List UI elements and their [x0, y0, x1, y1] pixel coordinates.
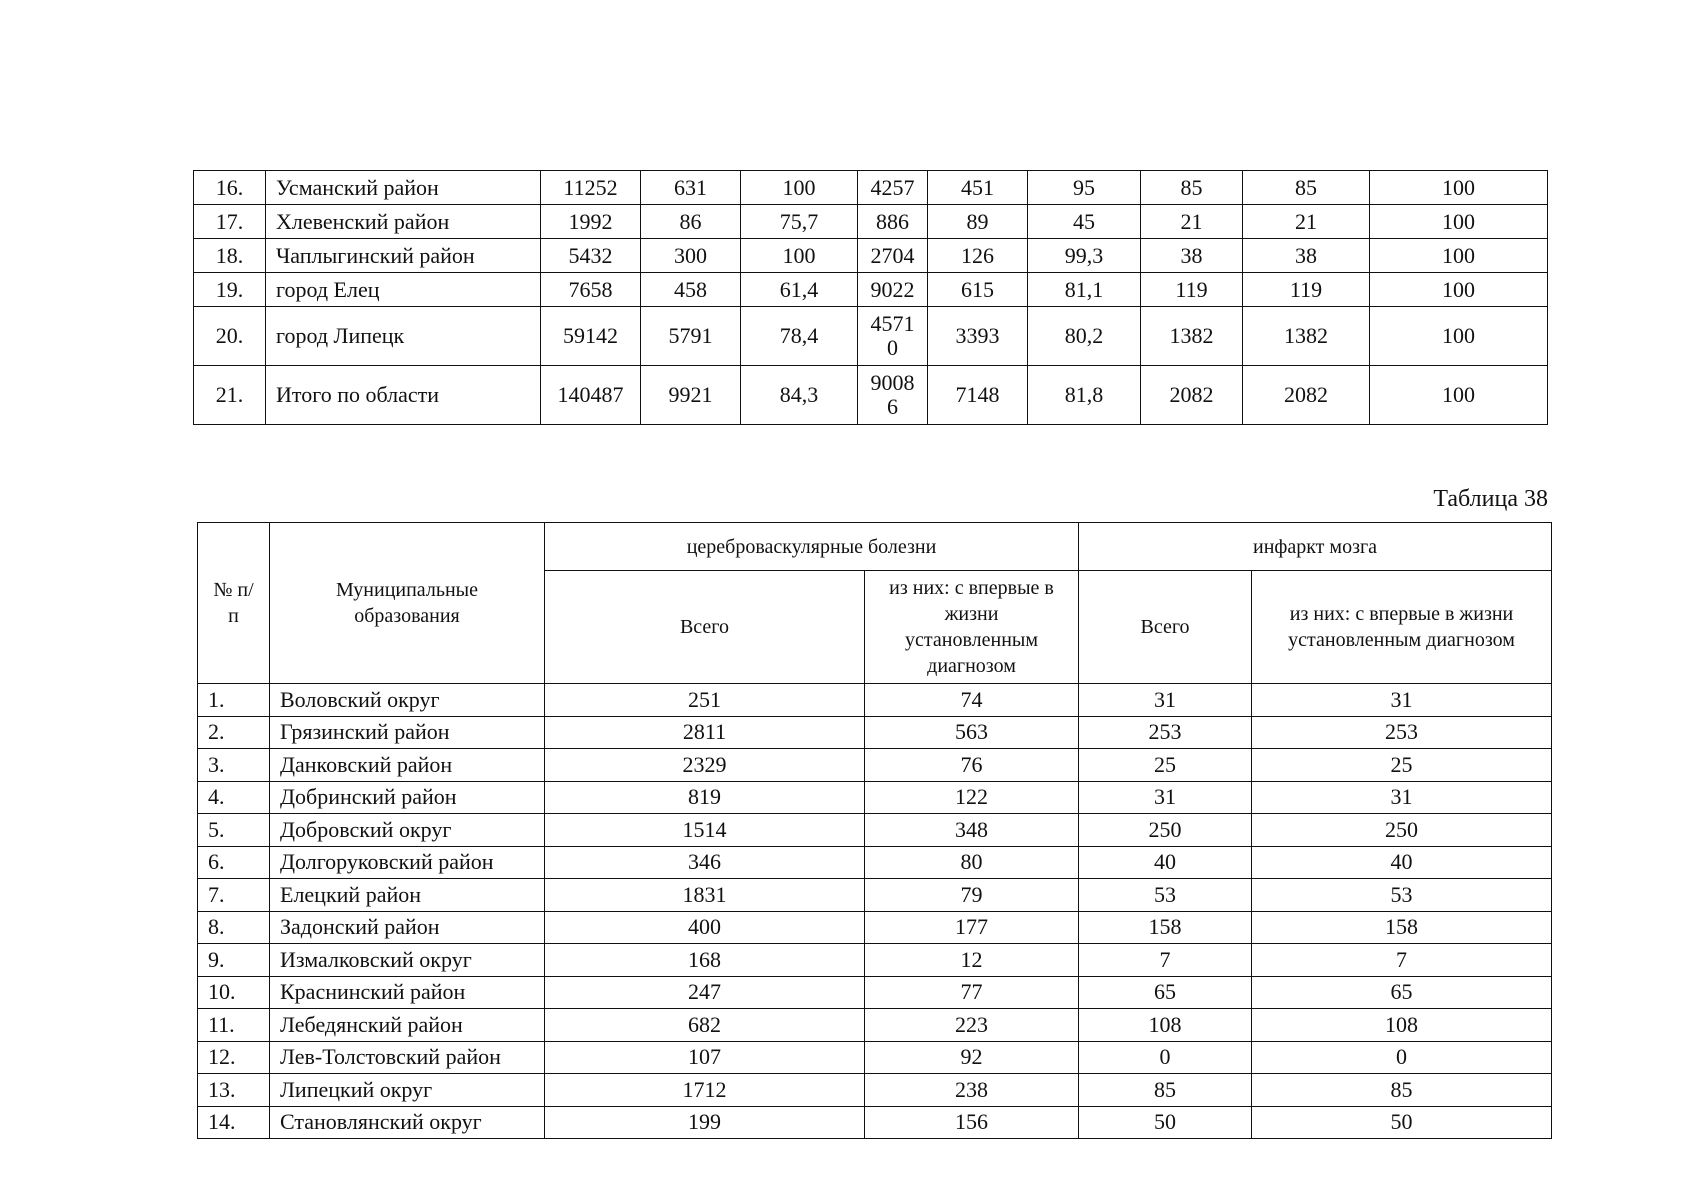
cell-c2: 9921: [641, 366, 741, 425]
cell-c4: [858, 366, 928, 425]
cell-c3: 61,4: [741, 273, 858, 307]
cell-a: 107: [545, 1041, 865, 1074]
cell-c4-line1: 4571: [870, 311, 915, 336]
cell-num: 2.: [198, 716, 270, 749]
cell-c1: 1992: [541, 205, 641, 239]
table-caption: Таблица 38: [1433, 486, 1548, 512]
header-group-cerebrovascular: цереброваскулярные болезни: [545, 523, 1079, 571]
cell-a: 251: [545, 684, 865, 717]
cell-c7: 1382: [1141, 307, 1243, 366]
cell-a: 247: [545, 976, 865, 1009]
cell-num: 18.: [194, 239, 266, 273]
table-continuation: [193, 170, 1548, 425]
cell-num: 19.: [194, 273, 266, 307]
cell-d: 65: [1252, 976, 1552, 1009]
cell-c8: 85: [1243, 171, 1370, 205]
cell-c2: 631: [641, 171, 741, 205]
cell-c3: 100: [741, 239, 858, 273]
cell-c8: 38: [1243, 239, 1370, 273]
cell-a: 1712: [545, 1074, 865, 1107]
cell-c: 40: [1079, 846, 1252, 879]
cell-c: 25: [1079, 749, 1252, 782]
cell-b: 238: [865, 1074, 1079, 1107]
cell-a: 1514: [545, 814, 865, 847]
cell-c8: 21: [1243, 205, 1370, 239]
table-row: [198, 944, 1552, 977]
cell-d: 253: [1252, 716, 1552, 749]
table-38: [197, 522, 1552, 1139]
cell-c5: 7148: [928, 366, 1028, 425]
cell-b: 80: [865, 846, 1079, 879]
cell-c7: 38: [1141, 239, 1243, 273]
cell-d: 250: [1252, 814, 1552, 847]
cell-num: 11.: [198, 1009, 270, 1042]
cell-name: Лев-Толстовский район: [270, 1041, 545, 1074]
cell-d: 158: [1252, 911, 1552, 944]
cell-a: 819: [545, 781, 865, 814]
header-municipal: Муниципальные образования: [270, 523, 545, 684]
cell-name: Грязинский район: [270, 716, 545, 749]
cell-c: 7: [1079, 944, 1252, 977]
table-row: [194, 273, 1548, 307]
cell-c1: 140487: [541, 366, 641, 425]
cell-b: 76: [865, 749, 1079, 782]
cell-c5: 3393: [928, 307, 1028, 366]
cell-a: 346: [545, 846, 865, 879]
cell-name: город Елец: [266, 273, 541, 307]
cell-c4: 4257: [858, 171, 928, 205]
cell-name: Измалковский округ: [270, 944, 545, 977]
cell-name: Чаплыгинский район: [266, 239, 541, 273]
cell-b: 74: [865, 684, 1079, 717]
cell-name: Становлянский округ: [270, 1106, 545, 1139]
cell-num: 13.: [198, 1074, 270, 1107]
header-first-1: из них: с впервые в жизни установленным диагнозом: [865, 571, 1079, 684]
cell-d: 85: [1252, 1074, 1552, 1107]
cell-name: Краснинский район: [270, 976, 545, 1009]
cell-a: 2329: [545, 749, 865, 782]
cell-name: Долгоруковский район: [270, 846, 545, 879]
cell-c7: 21: [1141, 205, 1243, 239]
table-row: [194, 239, 1548, 273]
table-row: [198, 1106, 1552, 1139]
cell-c9: 100: [1370, 205, 1548, 239]
cell-c4-line2: 0: [887, 335, 898, 360]
cell-c9: 100: [1370, 307, 1548, 366]
cell-num: 17.: [194, 205, 266, 239]
cell-c5: 89: [928, 205, 1028, 239]
cell-num: 14.: [198, 1106, 270, 1139]
cell-c8: 1382: [1243, 307, 1370, 366]
cell-name: Данковский район: [270, 749, 545, 782]
cell-b: 223: [865, 1009, 1079, 1042]
table-row: [198, 879, 1552, 912]
cell-d: 31: [1252, 684, 1552, 717]
header-total-1: Всего: [545, 571, 865, 684]
cell-a: 2811: [545, 716, 865, 749]
cell-c1: 7658: [541, 273, 641, 307]
cell-c3: 84,3: [741, 366, 858, 425]
table-row: [194, 366, 1548, 425]
cell-c6: 81,8: [1028, 366, 1141, 425]
header-first-2: из них: с впервые в жизни установленным диагнозом: [1252, 571, 1552, 684]
cell-c1: 11252: [541, 171, 641, 205]
cell-name: Итого по области: [266, 366, 541, 425]
table-row: [198, 911, 1552, 944]
cell-c9: 100: [1370, 171, 1548, 205]
cell-num: 5.: [198, 814, 270, 847]
cell-c5: 615: [928, 273, 1028, 307]
table-row: [198, 1074, 1552, 1107]
cell-c2: 458: [641, 273, 741, 307]
cell-c: 31: [1079, 781, 1252, 814]
table-row: [194, 171, 1548, 205]
header-total-2: Всего: [1079, 571, 1252, 684]
cell-c: 108: [1079, 1009, 1252, 1042]
header-group-infarction: инфаркт мозга: [1079, 523, 1552, 571]
cell-b: 79: [865, 879, 1079, 912]
cell-c4-line1: 9008: [870, 370, 915, 395]
cell-d: 53: [1252, 879, 1552, 912]
cell-num: 4.: [198, 781, 270, 814]
cell-c8: 2082: [1243, 366, 1370, 425]
cell-c4: [858, 307, 928, 366]
cell-d: 108: [1252, 1009, 1552, 1042]
cell-c7: 2082: [1141, 366, 1243, 425]
cell-name: город Липецк: [266, 307, 541, 366]
cell-b: 156: [865, 1106, 1079, 1139]
cell-d: 25: [1252, 749, 1552, 782]
table-row: [198, 781, 1552, 814]
table-row: [194, 307, 1548, 366]
cell-d: 50: [1252, 1106, 1552, 1139]
cell-name: Задонский район: [270, 911, 545, 944]
cell-name: Добровский округ: [270, 814, 545, 847]
cell-name: Воловский округ: [270, 684, 545, 717]
cell-c5: 451: [928, 171, 1028, 205]
cell-c6: 95: [1028, 171, 1141, 205]
table-row: [198, 846, 1552, 879]
cell-c: 65: [1079, 976, 1252, 1009]
cell-c2: 300: [641, 239, 741, 273]
cell-c: 253: [1079, 716, 1252, 749]
cell-a: 682: [545, 1009, 865, 1042]
cell-num: 8.: [198, 911, 270, 944]
cell-c6: 45: [1028, 205, 1141, 239]
table-row: [198, 1009, 1552, 1042]
cell-c6: 99,3: [1028, 239, 1141, 273]
cell-d: 31: [1252, 781, 1552, 814]
cell-name: Елецкий район: [270, 879, 545, 912]
cell-name: Лебедянский район: [270, 1009, 545, 1042]
cell-c: 53: [1079, 879, 1252, 912]
cell-num: 3.: [198, 749, 270, 782]
cell-a: 400: [545, 911, 865, 944]
cell-name: Липецкий округ: [270, 1074, 545, 1107]
cell-b: 563: [865, 716, 1079, 749]
cell-name: Усманский район: [266, 171, 541, 205]
cell-c: 85: [1079, 1074, 1252, 1107]
table-row: [198, 749, 1552, 782]
cell-b: 122: [865, 781, 1079, 814]
cell-a: 1831: [545, 879, 865, 912]
cell-c: 158: [1079, 911, 1252, 944]
cell-c6: 81,1: [1028, 273, 1141, 307]
cell-num: 7.: [198, 879, 270, 912]
cell-b: 92: [865, 1041, 1079, 1074]
cell-d: 7: [1252, 944, 1552, 977]
table-row: [198, 684, 1552, 717]
cell-b: 77: [865, 976, 1079, 1009]
cell-c1: 59142: [541, 307, 641, 366]
cell-c2: 86: [641, 205, 741, 239]
cell-c6: 80,2: [1028, 307, 1141, 366]
cell-d: 40: [1252, 846, 1552, 879]
cell-c7: 85: [1141, 171, 1243, 205]
cell-c3: 100: [741, 171, 858, 205]
cell-num: 9.: [198, 944, 270, 977]
cell-name: Хлевенский район: [266, 205, 541, 239]
cell-c4-line2: 6: [887, 394, 898, 419]
cell-c: 50: [1079, 1106, 1252, 1139]
cell-c7: 119: [1141, 273, 1243, 307]
cell-b: 177: [865, 911, 1079, 944]
cell-b: 12: [865, 944, 1079, 977]
cell-c3: 78,4: [741, 307, 858, 366]
cell-num: 6.: [198, 846, 270, 879]
cell-num: 20.: [194, 307, 266, 366]
cell-num: 21.: [194, 366, 266, 425]
cell-c9: 100: [1370, 273, 1548, 307]
header-num: № п/п: [198, 523, 270, 684]
cell-d: 0: [1252, 1041, 1552, 1074]
cell-c: 250: [1079, 814, 1252, 847]
cell-c9: 100: [1370, 366, 1548, 425]
table-row: [198, 976, 1552, 1009]
cell-c5: 126: [928, 239, 1028, 273]
cell-num: 16.: [194, 171, 266, 205]
cell-name: Добринский район: [270, 781, 545, 814]
cell-a: 168: [545, 944, 865, 977]
cell-c2: 5791: [641, 307, 741, 366]
cell-c1: 5432: [541, 239, 641, 273]
cell-c4: 886: [858, 205, 928, 239]
table-row: [198, 1041, 1552, 1074]
cell-c: 31: [1079, 684, 1252, 717]
cell-c: 0: [1079, 1041, 1252, 1074]
table-row: [198, 716, 1552, 749]
cell-num: 10.: [198, 976, 270, 1009]
table-row: [194, 205, 1548, 239]
cell-c4: 9022: [858, 273, 928, 307]
cell-a: 199: [545, 1106, 865, 1139]
cell-c3: 75,7: [741, 205, 858, 239]
cell-num: 12.: [198, 1041, 270, 1074]
cell-c8: 119: [1243, 273, 1370, 307]
cell-b: 348: [865, 814, 1079, 847]
cell-c4: 2704: [858, 239, 928, 273]
table-row: [198, 814, 1552, 847]
cell-c9: 100: [1370, 239, 1548, 273]
cell-num: 1.: [198, 684, 270, 717]
